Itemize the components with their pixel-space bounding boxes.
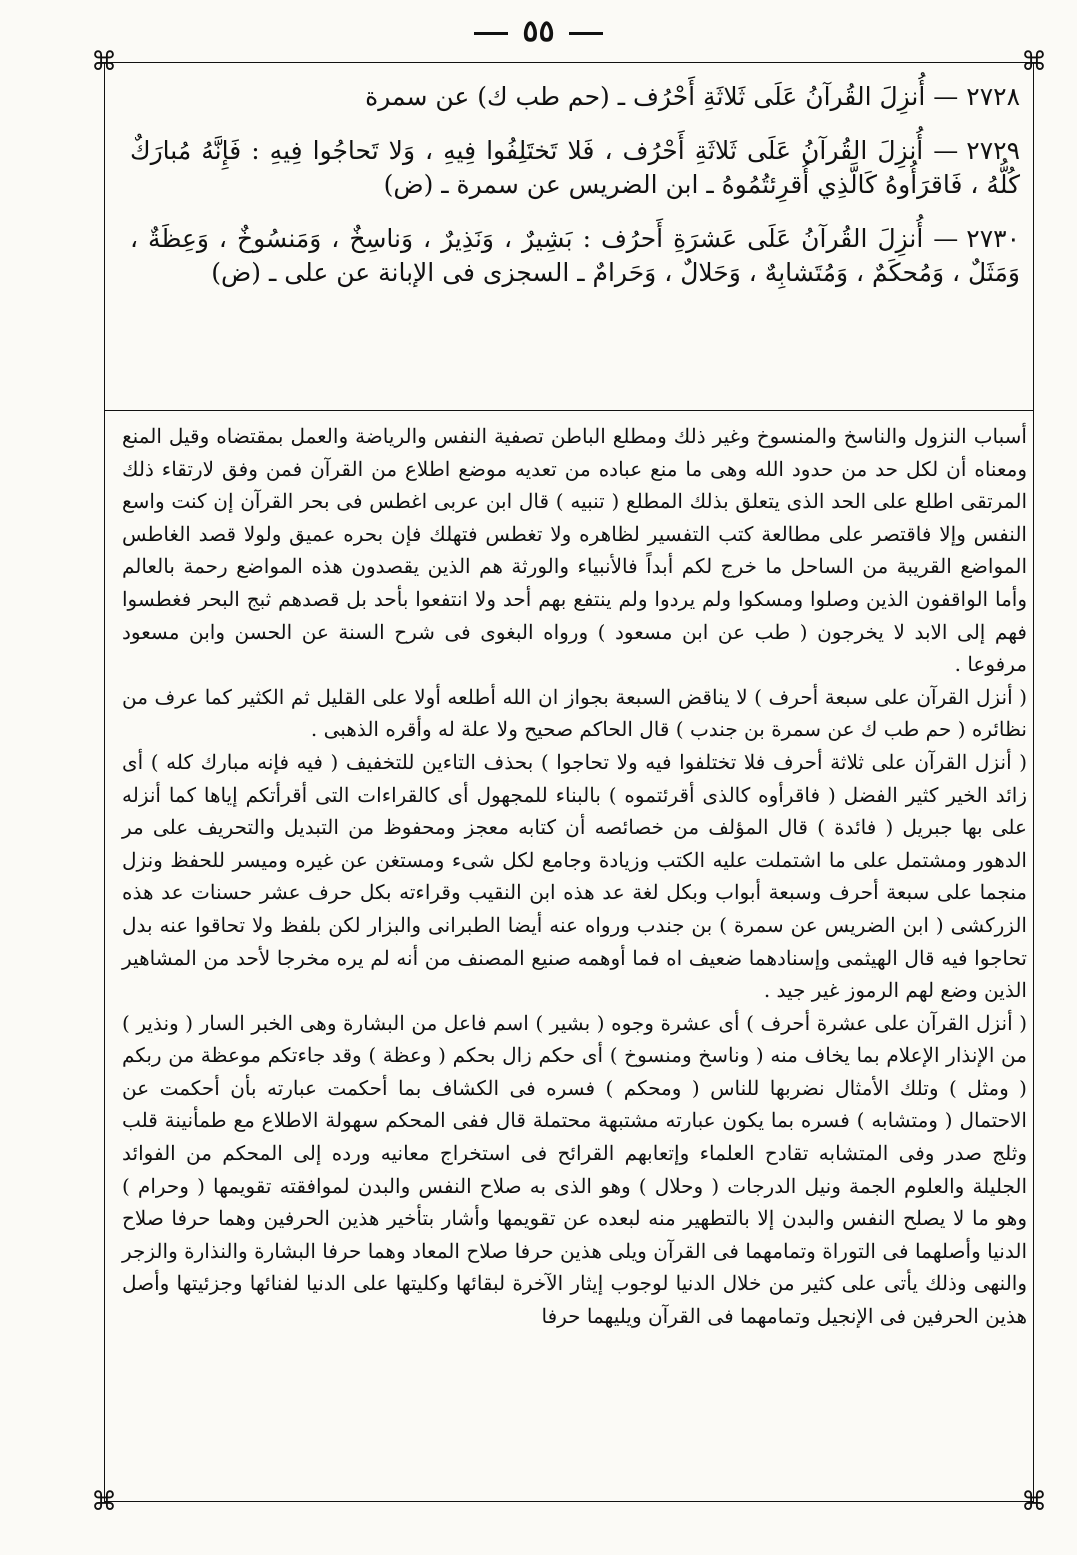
- commentary-paragraph: ( أنزل القرآن على سبعة أحرف ) لا يناقض السبعة بجواز ان الله أطلعه أولا على القليل ثم الكثير كما عرف من نظائره ( حم طب ك عن سمرة بن جندب ) قال الحاكم صحيح ولا علة له وأقره الذهبى .: [122, 684, 1027, 742]
- commentary-paragraph: ( أنزل القرآن على عشرة أحرف ) أى عشرة وجوه ( بشير ) اسم فاعل من البشارة وهى الخبر السار ( ونذير ) من الإنذار الإعلام بما يخاف منه ( وناسخ ومنسوخ ) أى حكم زال بحكم ( وعظة ) وقد جاءتكم موعظة من ربكم ( ومثل ) وتلك الأمثال نضربها للناس ( ومحكم ) فسره فى الكشاف بما أحكمت عبارته بأن أحكمت عن الاحتمال ( ومتشابه ) فسره بما يكون عبارته مشتبهة محتملة قال ففى المحكم سهولة الاطلاع مع طمأنينة قلب وثلج صدر وفى المتشابه تقادح العلماء وإتعابهم القرائح فى استخراج معانيه ورده إلى المحكم من الفوائد الجليلة والعلوم الجمة ونيل الدرجات ( وحلال ) وهو الذى به صلاح النفس والبدن لموافقته تقويمها ( وحرام ) وهو ما لا يصلح النفس والبدن إلا بالتطهير منه لبعده عن تقويمها وأشار بتأخير هذين الحرفين وهما حرفا صلاح الدنيا وأصلهما فى التوراة وتمامهما فى القرآن ويلى هذين حرفا صلاح المعاد وهما حرفا البشارة والنذارة والزجر والنهى وذلك يأتى على كثير من خلال الدنيا لوجوب إيثار الآخرة لبقائها وكليتها على الدنيا لفنائها وجزئيتها وأصل هذين الحرفين فى الإنجيل وتمامهما فى القرآن ويليهما حرفا: [122, 1010, 1027, 1329]
- page-number-dash-left: [474, 32, 508, 35]
- hadith-number: ٢٧٢٨: [966, 82, 1020, 111]
- commentary-section: [122, 420, 1027, 1333]
- hadith-number: ٢٧٢٩: [966, 136, 1020, 165]
- commentary-paragraph: أسباب النزول والناسخ والمنسوخ وغير ذلك ومطلع الباطن تصفية النفس والرياضة والعمل بمقتضاه وقيل المنع ومعناه أن لكل حد من حدود الله وهى ما منع عباده من تعديه موضع اطلاع من القرآن فمن وفق لارتقاء ذلك المرتقى اطلع على الحد الذى يتعلق بذلك المطلع ( تنبيه ) قال ابن عربى اغطس فى بحر القرآن إن كنت واسع النفس وإلا فاقتصر على مطالعة كتب التفسير لظاهره ولا تغطس فتهلك فإن بحره عميق ولولا قصد الغاطس المواضع القريبة من الساحل ما خرج لكم أبداً فالأنبياء والورثة هم الذين يقصدون هذه المواضع رحمة بالعالم وأما الواقفون الذين وصلوا ومسكوا ولم يردوا ولم ينتفع بهم أحد ولا انتفعوا بأحد بل قصدهم ثبج البحر فغطسوا فهم إلى الابد لا يخرجون ( طب عن ابن مسعود ) ورواه البغوى فى شرح السنة عن الحسن وابن مسعود مرفوعا .: [122, 424, 1027, 677]
- page-number-text: ٥٥: [522, 14, 555, 49]
- hadith-2728: [130, 80, 1020, 114]
- hadith-2729: [130, 134, 1020, 202]
- hadith-text: — أُنزِلَ القُرآنُ عَلَى عَشرَةِ أَحرُف : بَشِيرٌ ، وَنَذِيرٌ ، وَناسِخٌ ، وَمَنسُوخٌ ، وَعِظَةٌ ، وَمَثَلٌ ، وَمُحكَمٌ ، وَمُتَشابِهٌ ، وَحَلالٌ ، وَحَرامٌ ـ السجزى فى الإبانة عن على ـ (ض): [130, 224, 1020, 287]
- page-number: [0, 14, 1077, 49]
- commentary-paragraph: ( أنزل القرآن على ثلاثة أحرف فلا تختلفوا فيه ولا تحاجوا ) بحذف التاءين للتخفيف ( فيه فإنه مبارك كله ) أى زائد الخير كثير الفضل ( فاقرأوه كالذى أقرئتموه ) بالبناء للمجهول أى كالقراءات التى أقرأتكم إياها كما أنزله على بها جبريل ( فائدة ) قال المؤلف من خصائصه أن كتابه معجز ومحفوظ من التبديل والتحريف على مر الدهور ومشتمل على ما اشتملت عليه الكتب وزيادة وجامع لكل شىء ومستغن عن غيره وميسر للحفظ ونزل منجما على سبعة أحرف وسبعة أبواب وبكل لغة عد هذه ابن النقيب وقراءته بكل حرف عشر حسنات عد هذه الزركشى ( ابن الضريس عن سمرة ) بن جندب ورواه عنه أيضا الطبرانى والبزار لكن بلفظ ولا تحاقوا عنه بدل تحاجوا فيه قال الهيثمى وإسنادهما ضعيف اه فما أوهمه صنيع المصنف من أنه لم يره مخرجا لأحد من المشاهير الذين وضع لهم الرموز غير جيد .: [122, 749, 1028, 1003]
- hadith-section: [130, 80, 1020, 310]
- hadith-text: — أُنزِلَ القُرآنُ عَلَى ثَلاثَةِ أَحْرُف ، فَلا تَختَلِفُوا فِيهِ ، وَلا تَحاجُوا فِيهِ : فَإِنَّهُ مُبارَكٌ كُلُّهُ ، فَاقرَأُوهُ كَالَّذِي أُقرِئتُمُوهُ ـ ابن الضريس عن سمرة ـ (ض): [130, 136, 1020, 199]
- corner-ornament-icon-bottom-left: ⌘: [91, 1487, 117, 1517]
- corner-ornament-icon-top-left: ⌘: [91, 47, 117, 77]
- hadith-text: — أُنزِلَ القُرآنُ عَلَى ثَلاثَةِ أَحْرُف ـ (حم طب ك) عن سمرة: [365, 82, 959, 111]
- page-number-dash-right: [569, 32, 603, 35]
- corner-ornament-icon-bottom-right: ⌘: [1021, 1487, 1047, 1517]
- section-divider: [104, 410, 1034, 411]
- corner-ornament-icon-top-right: ⌘: [1021, 47, 1047, 77]
- hadith-number: ٢٧٣٠: [966, 224, 1020, 253]
- hadith-2730: [130, 222, 1020, 290]
